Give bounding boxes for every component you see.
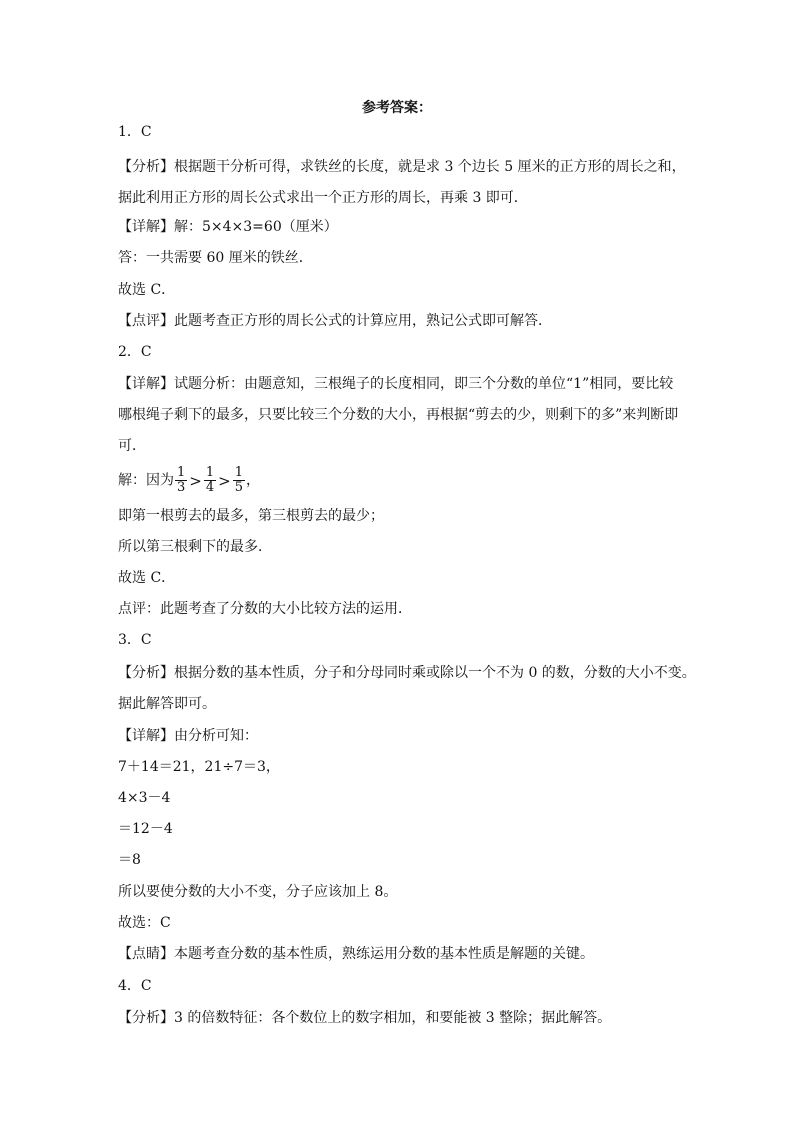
q2-detail-line-2: 哪根绳子剩下的最多，只要比较三个分数的大小，再根据“剪去的少，则剩下的多”来判断即 — [118, 407, 679, 423]
q2-choice: 故选 C． — [118, 570, 176, 586]
q3-conclusion: 所以要使分数的大小不变，分子应该加上 8。 — [118, 884, 398, 900]
q3-detail: 【详解】由分析可知： — [118, 728, 258, 744]
q3-number: 3．C — [118, 632, 152, 648]
q2-detail-line-3: 可． — [118, 438, 146, 454]
q3-calc-3: ＝12－4 — [118, 821, 173, 837]
q1-choice: 故选 C． — [118, 282, 176, 298]
q1-analysis-line-2: 据此利用正方形的周长公式求出一个正方形的周长，再乘 3 即可． — [118, 190, 528, 206]
q2-line-b: 所以第三根剩下的最多． — [118, 539, 272, 555]
greater-than-sign: > — [189, 471, 202, 490]
q2-comma: ， — [246, 472, 260, 489]
q2-comment: 点评：此题考查了分数的大小比较方法的运用． — [118, 601, 412, 617]
greater-than-sign: > — [218, 471, 231, 490]
fraction-one-fifth: $\frac{1}{5}$ — [234, 465, 243, 495]
q2-detail-line-1: 【详解】试题分析：由题意知，三根绳子的长度相同，即三个分数的单位“1”相同，要比较 — [118, 376, 674, 392]
q3-comment: 【点睛】本题考查分数的基本性质，熟练运用分数的基本性质是解题的关键。 — [118, 946, 594, 962]
q1-analysis-line-1: 【分析】根据题干分析可得，求铁丝的长度，就是求 3 个边长 5 厘米的正方形的周长之和， — [118, 159, 686, 175]
q1-comment: 【点评】此题考查正方形的周长公式的计算应用，熟记公式即可解答． — [118, 313, 552, 329]
q3-choice: 故选：C — [118, 915, 171, 931]
q2-number: 2．C — [118, 344, 152, 360]
q4-number: 4．C — [118, 978, 152, 994]
q3-calc-4: ＝8 — [118, 852, 141, 868]
q2-solution-prefix: 解：因为 — [118, 472, 174, 489]
fraction-one-third: $\frac{1}{3}$ — [177, 465, 186, 495]
q1-answer: 答：一共需要 60 厘米的铁丝． — [118, 250, 313, 266]
page-title: 参考答案： — [362, 100, 432, 116]
q3-analysis-line-1: 【分析】根据分数的基本性质，分子和分母同时乘或除以一个不为 0 的数，分数的大小不变。 — [118, 665, 696, 681]
q3-analysis-line-2: 据此解答即可。 — [118, 696, 216, 712]
q3-calc-2: 4×3－4 — [118, 790, 171, 806]
q1-detail: 【详解】解：5×4×3=60（厘米） — [118, 219, 338, 235]
q1-number: 1．C — [118, 124, 152, 140]
q4-analysis: 【分析】3 的倍数特征：各个数位上的数字相加，和要能被 3 整除；据此解答。 — [118, 1010, 612, 1026]
q3-calc-1: 7＋14＝21，21÷7＝3， — [118, 759, 280, 775]
q2-fraction-comparison — [118, 466, 688, 495]
fraction-one-quarter: $\frac{1}{4}$ — [205, 465, 215, 495]
q2-line-a: 即第一根剪去的最多，第三根剪去的最少； — [118, 508, 384, 524]
